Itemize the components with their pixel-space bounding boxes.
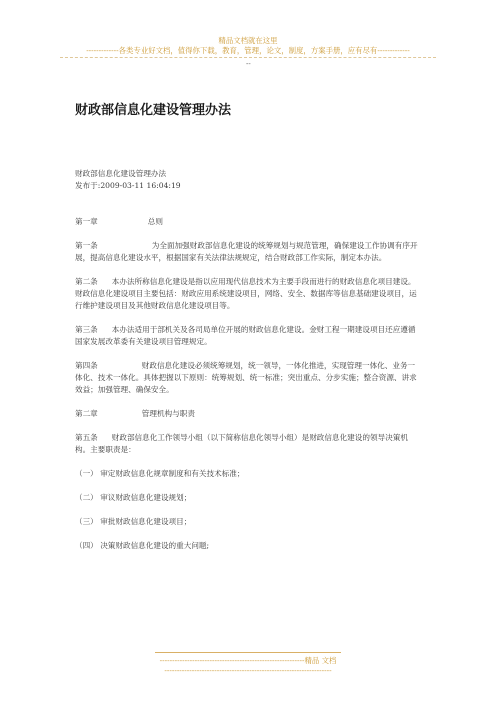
chapter-name: 管理机构与职责 bbox=[141, 409, 195, 418]
footer-watermark-line1: ----------------------------------------------------------精品 文档 bbox=[159, 656, 337, 665]
article-4 bbox=[75, 360, 421, 396]
article-1 bbox=[75, 240, 421, 264]
chapter-heading-2 bbox=[75, 408, 421, 420]
document-title: 财政部信息化建设管理办法 bbox=[75, 103, 232, 118]
footer-watermark bbox=[0, 656, 496, 676]
document-body bbox=[75, 168, 421, 552]
footer-watermark-line2: ------------------------------------------------------------------- bbox=[164, 666, 332, 675]
article-number: 第三条 bbox=[75, 325, 98, 334]
header-watermark-line1: 精品文档就在这里 bbox=[218, 36, 278, 45]
chapter-number: 第一章 bbox=[75, 217, 98, 226]
article-text: 本办法适用于部机关及各司局单位开展的财政信息化建设。金财工程一期建设项目还应遵循国家发展改革委有关建设项目管理规定。 bbox=[75, 325, 416, 346]
header-watermark-line3: -- bbox=[246, 60, 251, 68]
publish-date: 发布于:2009-03-11 16:04:19 bbox=[75, 181, 181, 190]
article-number: 第四条 bbox=[75, 361, 98, 370]
chapter-number: 第二章 bbox=[75, 409, 98, 418]
article-2 bbox=[75, 276, 421, 312]
footer-divider bbox=[155, 652, 341, 653]
article-text: 为全面加强财政部信息化建设的统筹规划与规范管理，确保建设工作协调有序开展，提高信息化建设水平，根据国家有关法律法规规定，结合财政部工作实际，制定本办法。 bbox=[75, 241, 418, 262]
document-subtitle: 财政部信息化建设管理办法 bbox=[75, 169, 167, 178]
duty-item: （四） 决策财政信息化建设的重大问题; bbox=[75, 541, 210, 550]
article-number: 第五条 bbox=[75, 433, 98, 442]
article-number: 第二条 bbox=[75, 277, 98, 286]
header-watermark bbox=[0, 36, 496, 56]
article-3 bbox=[75, 324, 421, 348]
header-divider bbox=[60, 57, 436, 58]
article-text: 财政部信息化工作领导小组（以下简称信息化领导小组）是财政信息化建设的领导决策机构。主要职责是： bbox=[75, 433, 408, 454]
duty-item: （三） 审批财政信息化建设项目； bbox=[75, 517, 192, 526]
article-5 bbox=[75, 432, 421, 456]
article-text: 财政信息化建设必须统筹规划，统一领导，一体化推进，实现管理一体化、业务一体化、技术一体化。具体把握以下原则：统筹规划、统一标准；突出重点、分步实施；整合资源、讲求效益；加强管理、确保安全。 bbox=[75, 361, 417, 394]
header-watermark-line2: -------------各类专业好文档，值得你下载，教育，管理，论文，制度，方案手册，应有尽有------------- bbox=[86, 46, 410, 55]
duty-item: （二） 审议财政信息化建设规划； bbox=[75, 493, 192, 502]
article-text: 本办法所称信息化建设是指以应用现代信息技术为主要手段而进行的财政信息化项目建设。财政信息化建设项目主要包括：财政应用系统建设项目，网络、安全、数据库等信息基础建设项目，运行维护建设项目及其他财政信息化建设项目等。 bbox=[75, 277, 417, 310]
chapter-heading-1 bbox=[75, 216, 421, 228]
duty-item: （一） 审定财政信息化规章制度和有关技术标准； bbox=[75, 469, 245, 478]
article-number: 第一条 bbox=[75, 241, 98, 250]
chapter-name: 总则 bbox=[147, 217, 163, 226]
